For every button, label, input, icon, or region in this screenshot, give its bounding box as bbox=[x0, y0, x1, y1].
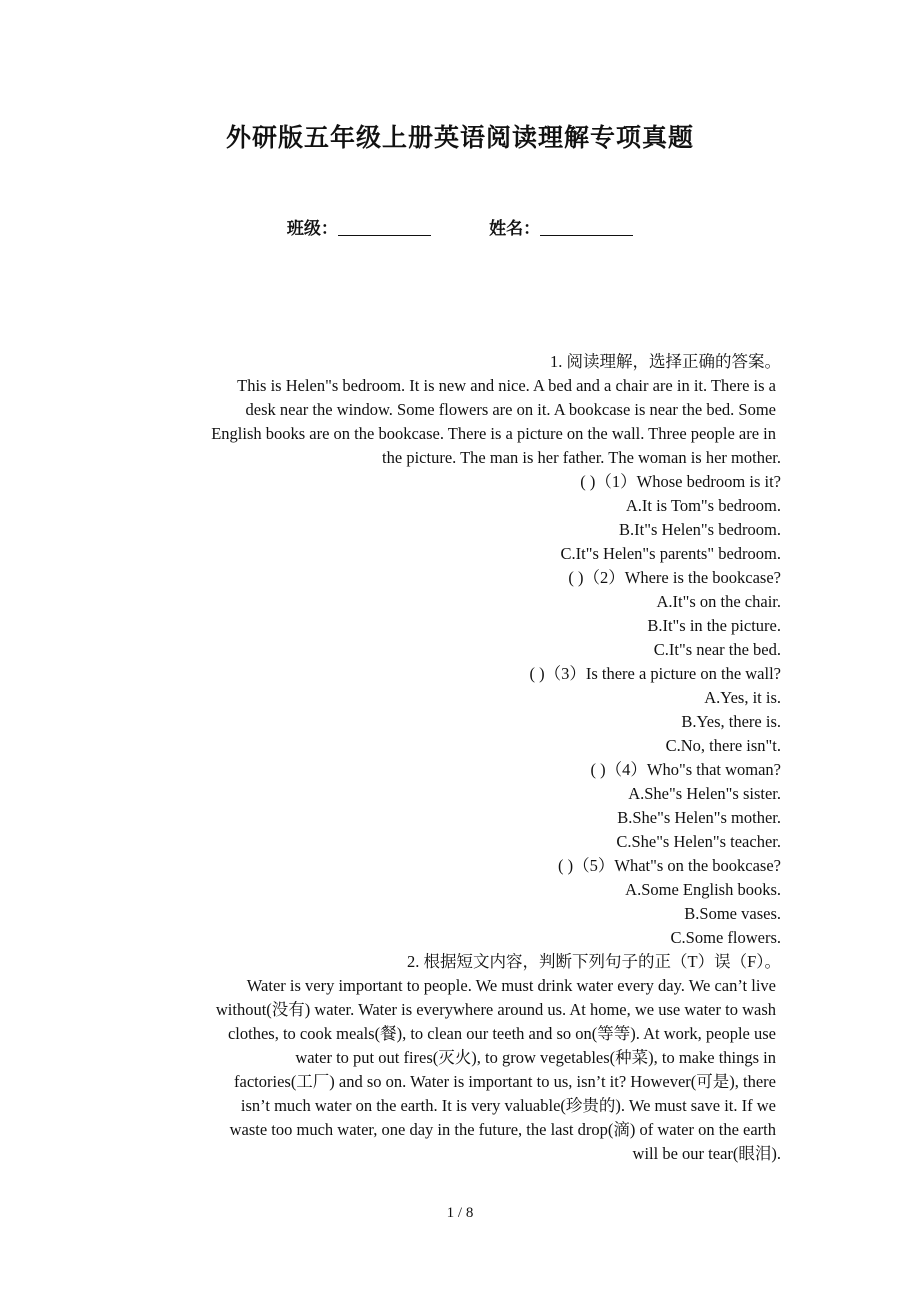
option-b: B.She"s Helen"s mother. bbox=[617, 808, 781, 827]
question-3 bbox=[140, 662, 781, 758]
option-c: C.It"s Helen"s parents" bedroom. bbox=[560, 544, 781, 563]
option-c: C.Some flowers. bbox=[670, 928, 781, 947]
passage-line: without(没有) water. Water is everywhere around us. At home, we use water to wash bbox=[215, 1000, 776, 1019]
option-c: C.No, there isn"t. bbox=[665, 736, 781, 755]
question-2 bbox=[140, 566, 781, 662]
option-a: A.It"s on the chair. bbox=[656, 592, 781, 611]
passage-line: the picture. The man is her father. The woman is her mother. bbox=[382, 448, 781, 467]
option-a: A.Yes, it is. bbox=[704, 688, 781, 707]
class-blank bbox=[338, 217, 431, 236]
question-stem: ( )（1）Whose bedroom is it? bbox=[580, 472, 781, 491]
option-c: C.It"s near the bed. bbox=[653, 640, 781, 659]
question-1 bbox=[140, 470, 781, 566]
question-5 bbox=[140, 854, 781, 950]
passage-line: Water is very important to people. We must drink water every day. We can’t live bbox=[246, 976, 776, 995]
section1-heading: 1. 阅读理解，选择正确的答案。 bbox=[550, 352, 781, 371]
option-a: A.It is Tom"s bedroom. bbox=[625, 496, 781, 515]
passage-line: factories(工厂) and so on. Water is important to us, isn’t it? However(可是), there bbox=[234, 1072, 776, 1091]
passage-line: waste too much water, one day in the future, the last drop(滴) of water on the earth bbox=[229, 1120, 776, 1139]
question-stem: ( )（4）Who"s that woman? bbox=[590, 760, 781, 779]
student-info-row bbox=[0, 214, 920, 239]
passage-line: will be our tear(眼泪). bbox=[632, 1144, 781, 1163]
section2-passage bbox=[140, 974, 781, 1166]
passage-line: This is Helen"s bedroom. It is new and nice. A bed and a chair are in it. There is a bbox=[237, 376, 776, 395]
passage-line: clothes, to cook meals(餐), to clean our teeth and so on(等等). At work, people use bbox=[227, 1024, 776, 1043]
class-label: 班级： bbox=[286, 219, 338, 238]
question-4 bbox=[140, 758, 781, 854]
question-stem: ( )（2）Where is the bookcase? bbox=[568, 568, 781, 587]
option-c: C.She"s Helen"s teacher. bbox=[616, 832, 781, 851]
question-stem: ( )（3）Is there a picture on the wall? bbox=[529, 664, 781, 683]
option-b: B.Some vases. bbox=[684, 904, 781, 923]
name-blank bbox=[540, 217, 633, 236]
option-b: B.It"s Helen"s bedroom. bbox=[619, 520, 781, 539]
section1-passage bbox=[140, 374, 781, 470]
name-field bbox=[489, 214, 633, 239]
option-a: A.She"s Helen"s sister. bbox=[628, 784, 781, 803]
page-number: 1 / 8 bbox=[446, 1205, 474, 1221]
option-b: B.Yes, there is. bbox=[681, 712, 781, 731]
passage-line: desk near the window. Some flowers are on it. A bookcase is near the bed. Some bbox=[245, 400, 776, 419]
page-title: 外研版五年级上册英语阅读理解专项真题 bbox=[225, 125, 694, 152]
passage-line: water to put out fires(灭火), to grow vegetables(种菜), to make things in bbox=[295, 1048, 776, 1067]
passage-line: isn’t much water on the earth. It is very valuable(珍贵的). We must save it. If we bbox=[240, 1096, 776, 1115]
exercise-content bbox=[140, 350, 781, 1166]
class-field bbox=[287, 214, 431, 239]
passage-line: English books are on the bookcase. There is a picture on the wall. Three people are in bbox=[211, 424, 776, 443]
name-label: 姓名： bbox=[489, 219, 541, 238]
option-b: B.It"s in the picture. bbox=[647, 616, 781, 635]
question-stem: ( )（5）What"s on the bookcase? bbox=[558, 856, 781, 875]
option-a: A.Some English books. bbox=[625, 880, 781, 899]
section2-heading: 2. 根据短文内容，判断下列句子的正（T）误（F）。 bbox=[406, 952, 781, 971]
